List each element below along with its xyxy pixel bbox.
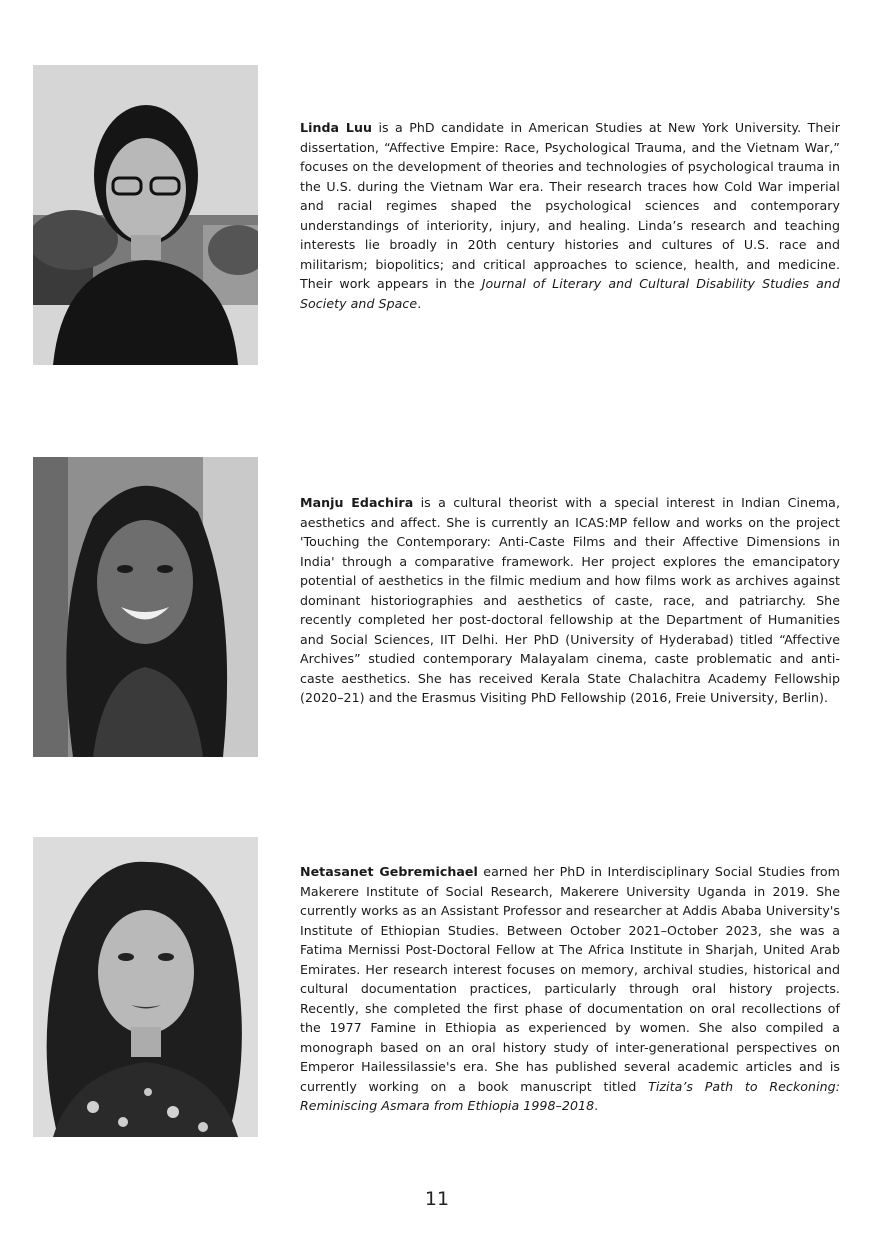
person-name: Linda Luu (300, 120, 372, 135)
portrait-photo-linda-luu (33, 65, 258, 365)
page-number: 11 (424, 1188, 450, 1210)
person-name: Manju Edachira (300, 495, 414, 510)
portrait-photo-netasanet-gebremichael (33, 837, 258, 1137)
person-name: Netasanet Gebremichael (300, 864, 478, 879)
bio-text: is a cultural theorist with a special interest in Indian Cinema, aesthetics and affect. She is currently an ICAS:MP fellow and works on the project 'Touching the Contemporary: Anti-Caste Films and their Affective Dimensions in India' through a comparative framework. Her project explores the emancipatory potential of aesthetics in the filmic medium and how films work as archives against dominant historiographies and aesthetics of caste, race, and patriarchy. She recently completed her post-doctoral fellowship at the Department of Humanities and Social Sciences, IIT Delhi. Her PhD (University of Hyderabad) titled “Affective Archives” studied contemporary Malayalam cinema, caste problematic and anti-caste aesthetics. She has received Kerala State Chalachitra Academy Fellowship (2020–21) and the Erasmus Visiting PhD Fellowship (2016, Freie University, Berlin). (300, 495, 841, 705)
bio-text: earned her PhD in Interdisciplinary Social Studies from Makerere Institute of Social Research, Makerere University Uganda in 2019. She currently works as an Assistant Professor and researcher at Addis Ababa University's Institute of Ethiopian Studies. Between October 2021–October 2023, she was a Fatima Mernissi Post-Doctoral Fellow at The Africa Institute in Sharjah, United Arab Emirates. Her research interest focuses on memory, archival studies, historical and cultural documentation practices, particularly through oral history projects. Recently, she completed the first phase of documentation on oral recollections of the 1977 Famine in Ethiopia as experienced by women. She also compiled a monograph based on an oral history study of inter-generational perspectives on Emperor Hailessilassie's era. She has published several academic articles and is currently working on a book manuscript titled (300, 864, 840, 1094)
portrait-photo-manju-edachira (33, 457, 258, 757)
bio-italic-title: Tizita’s Path to Reckoning: Reminiscing Asmara from Ethiopia 1998–2018 (300, 1078, 840, 1113)
bio-tail: . (594, 1098, 599, 1113)
bio-netasanet-gebremichael (300, 862, 840, 1116)
bio-manju-edachira (300, 493, 840, 708)
bio-text: is a PhD candidate in American Studies at New York University. Their dissertation, “Affective Empire: Race, Psychological Trauma, and the Vietnam War,” focuses on the development of theories and technologies of psychological trauma in the U.S. during the Vietnam War era. Their research traces how Cold War imperial and racial regimes shaped the psychological sciences and contemporary understandings of interiority, injury, and healing. Linda’s research and teaching interests lie broadly in 20th century histories and cultures of U.S. race and militarism; biopolitics; and critical approaches to science, health, and medicine. Their work appears in the (300, 120, 840, 291)
bio-italic-title: Journal of Literary and Cultural Disability Studies and Society and Space (300, 276, 840, 311)
bio-linda-luu (300, 118, 840, 313)
bio-tail: . (417, 295, 422, 311)
